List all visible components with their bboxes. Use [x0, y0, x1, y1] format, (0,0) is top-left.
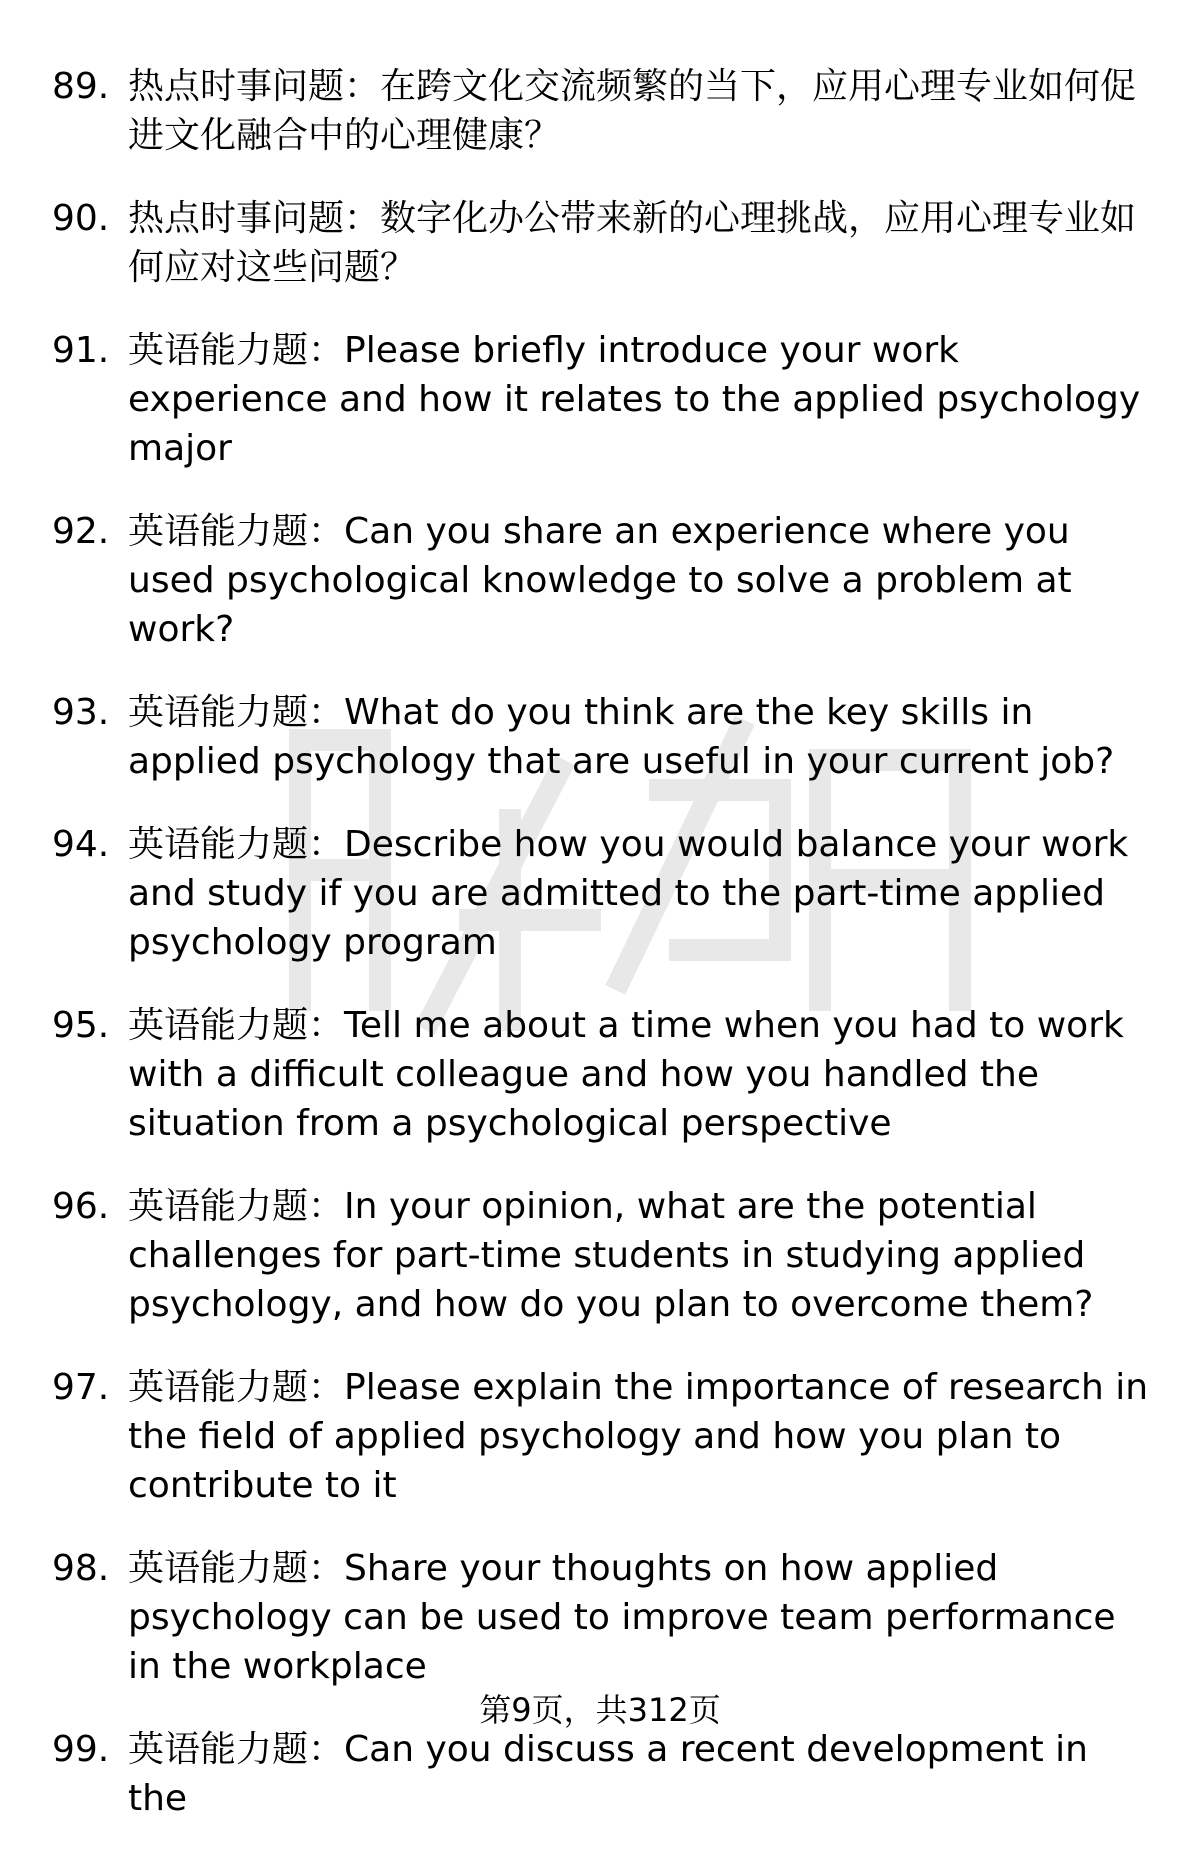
- list-item: [52, 1544, 1152, 1691]
- list-item: [52, 688, 1152, 786]
- list-item: [52, 194, 1152, 292]
- question-number: 98.: [52, 1548, 110, 1589]
- list-item: [52, 326, 1152, 473]
- question-number: 89.: [52, 66, 110, 107]
- question-text: 热点时事问题：数字化办公带来新的心理挑战，应用心理专业如何应对这些问题？: [128, 198, 1137, 288]
- question-text: 英语能力题：Please explain the importance of research in the field of applied psychology and how you plan to contribute to it: [128, 1367, 1149, 1506]
- list-item: [52, 1363, 1152, 1510]
- question-number: 94.: [52, 824, 110, 865]
- question-text: 英语能力题：What do you think are the key skills in applied psychology that are useful in your current job?: [128, 692, 1115, 782]
- question-text: 英语能力题：Please briefly introduce your work experience and how it relates to the applied psychology major: [128, 330, 1141, 469]
- question-text: 英语能力题：Can you discuss a recent development in the: [128, 1729, 1088, 1819]
- question-text: 英语能力题：Share your thoughts on how applied psychology can be used to improve team performance in the workplace: [128, 1548, 1116, 1687]
- question-number: 91.: [52, 330, 110, 371]
- question-number: 92.: [52, 511, 110, 552]
- question-number: 95.: [52, 1005, 110, 1046]
- question-number: 96.: [52, 1186, 110, 1227]
- list-item: [52, 1182, 1152, 1329]
- question-text: 英语能力题：Describe how you would balance your work and study if you are admitted to the part-time applied psychology program: [128, 824, 1129, 963]
- question-text: 热点时事问题：在跨文化交流频繁的当下，应用心理专业如何促进文化融合中的心理健康？: [128, 66, 1137, 156]
- question-number: 99.: [52, 1729, 110, 1770]
- question-text: 英语能力题：Can you share an experience where you used psychological knowledge to solve a problem at work?: [128, 511, 1072, 650]
- question-number: 90.: [52, 198, 110, 239]
- question-text: 英语能力题：Tell me about a time when you had to work with a difficult colleague and how you handled the situation from a psychological perspective: [128, 1005, 1124, 1144]
- question-number: 93.: [52, 692, 110, 733]
- page-footer: 第9页，共312页: [479, 1691, 721, 1729]
- question-text: 英语能力题：In your opinion, what are the potential challenges for part-time students in studying applied psychology, and how do you plan to overcome them?: [128, 1186, 1094, 1325]
- list-item: [52, 820, 1152, 967]
- question-list: [52, 62, 1152, 1857]
- list-item: [52, 1001, 1152, 1148]
- list-item: [52, 1725, 1152, 1823]
- list-item: [52, 62, 1152, 160]
- list-item: [52, 507, 1152, 654]
- question-number: 97.: [52, 1367, 110, 1408]
